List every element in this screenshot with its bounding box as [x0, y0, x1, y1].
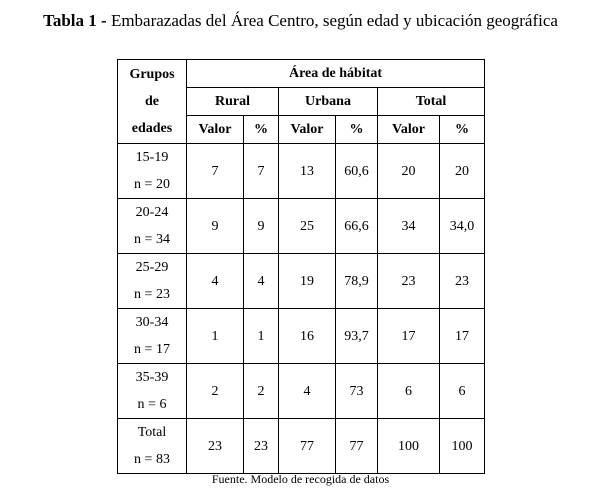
- age-range: Total: [137, 425, 167, 440]
- age-count: n = 6: [137, 397, 167, 412]
- sub-header-percent: %: [336, 116, 378, 144]
- age-group-header: [118, 60, 187, 144]
- age-group-header-line: Grupos: [129, 67, 175, 82]
- total-percent-cell: 23: [440, 254, 485, 309]
- urban-percent-cell: 93,7: [336, 309, 378, 364]
- urban-percent-cell: 73: [336, 364, 378, 419]
- urban-percent-cell: 77: [336, 419, 378, 474]
- total-percent-cell: 34,0: [440, 199, 485, 254]
- age-group-cell: [118, 254, 187, 309]
- rural-header: Rural: [187, 88, 279, 116]
- rural-percent-cell: 2: [244, 364, 279, 419]
- total-header: Total: [378, 88, 485, 116]
- age-group-cell: [118, 419, 187, 474]
- urban-header: Urbana: [279, 88, 378, 116]
- rural-percent-cell: 4: [244, 254, 279, 309]
- rural-value-cell: 9: [187, 199, 244, 254]
- age-group-cell: [118, 144, 187, 199]
- total-value-cell: 6: [378, 364, 440, 419]
- rural-percent-cell: 9: [244, 199, 279, 254]
- age-group-cell: [118, 199, 187, 254]
- urban-value-cell: 4: [279, 364, 336, 419]
- rural-value-cell: 1: [187, 309, 244, 364]
- urban-percent-cell: 66,6: [336, 199, 378, 254]
- table-row: [118, 254, 485, 309]
- age-count: n = 23: [134, 287, 170, 302]
- rural-percent-cell: 23: [244, 419, 279, 474]
- urban-value-cell: 16: [279, 309, 336, 364]
- age-count: n = 83: [134, 452, 170, 467]
- age-range: 15-19: [135, 150, 169, 165]
- urban-value-cell: 13: [279, 144, 336, 199]
- age-count: n = 17: [134, 342, 170, 357]
- table-row-total: [118, 419, 485, 474]
- table-row: [118, 199, 485, 254]
- age-group-header-line: edades: [131, 121, 173, 136]
- total-value-cell: 34: [378, 199, 440, 254]
- age-count: n = 34: [134, 232, 170, 247]
- total-percent-cell: 100: [440, 419, 485, 474]
- habitat-area-header: Área de hábitat: [187, 60, 485, 88]
- age-range: 25-29: [135, 260, 169, 275]
- age-range: 35-39: [135, 370, 169, 385]
- urban-value-cell: 25: [279, 199, 336, 254]
- age-group-header-line: de: [145, 94, 159, 109]
- rural-percent-cell: 7: [244, 144, 279, 199]
- table-row: [118, 309, 485, 364]
- rural-percent-cell: 1: [244, 309, 279, 364]
- rural-value-cell: 2: [187, 364, 244, 419]
- source-note: Fuente. Modelo de recogida de datos: [211, 472, 390, 486]
- urban-percent-cell: 78,9: [336, 254, 378, 309]
- total-value-cell: 17: [378, 309, 440, 364]
- total-percent-cell: 6: [440, 364, 485, 419]
- sub-header-value: Valor: [378, 116, 440, 144]
- data-table: [117, 59, 485, 474]
- total-percent-cell: 20: [440, 144, 485, 199]
- sub-header-percent: %: [244, 116, 279, 144]
- age-group-cell: [118, 364, 187, 419]
- sub-header-value: Valor: [187, 116, 244, 144]
- age-count: n = 20: [134, 177, 170, 192]
- rural-value-cell: 4: [187, 254, 244, 309]
- sub-header-value: Valor: [279, 116, 336, 144]
- urban-percent-cell: 60,6: [336, 144, 378, 199]
- age-group-cell: [118, 309, 187, 364]
- total-value-cell: 20: [378, 144, 440, 199]
- total-value-cell: 23: [378, 254, 440, 309]
- table-row: [118, 144, 485, 199]
- sub-header-percent: %: [440, 116, 485, 144]
- age-range: 30-34: [135, 315, 169, 330]
- table-row: [118, 364, 485, 419]
- total-percent-cell: 17: [440, 309, 485, 364]
- rural-value-cell: 7: [187, 144, 244, 199]
- urban-value-cell: 77: [279, 419, 336, 474]
- table-title-number: Tabla 1 -: [43, 11, 107, 30]
- age-range: 20-24: [135, 205, 169, 220]
- urban-value-cell: 19: [279, 254, 336, 309]
- total-value-cell: 100: [378, 419, 440, 474]
- rural-value-cell: 23: [187, 419, 244, 474]
- table-title: [0, 11, 601, 31]
- table-title-text: Embarazadas del Área Centro, según edad y ubicación geográfica: [110, 11, 558, 30]
